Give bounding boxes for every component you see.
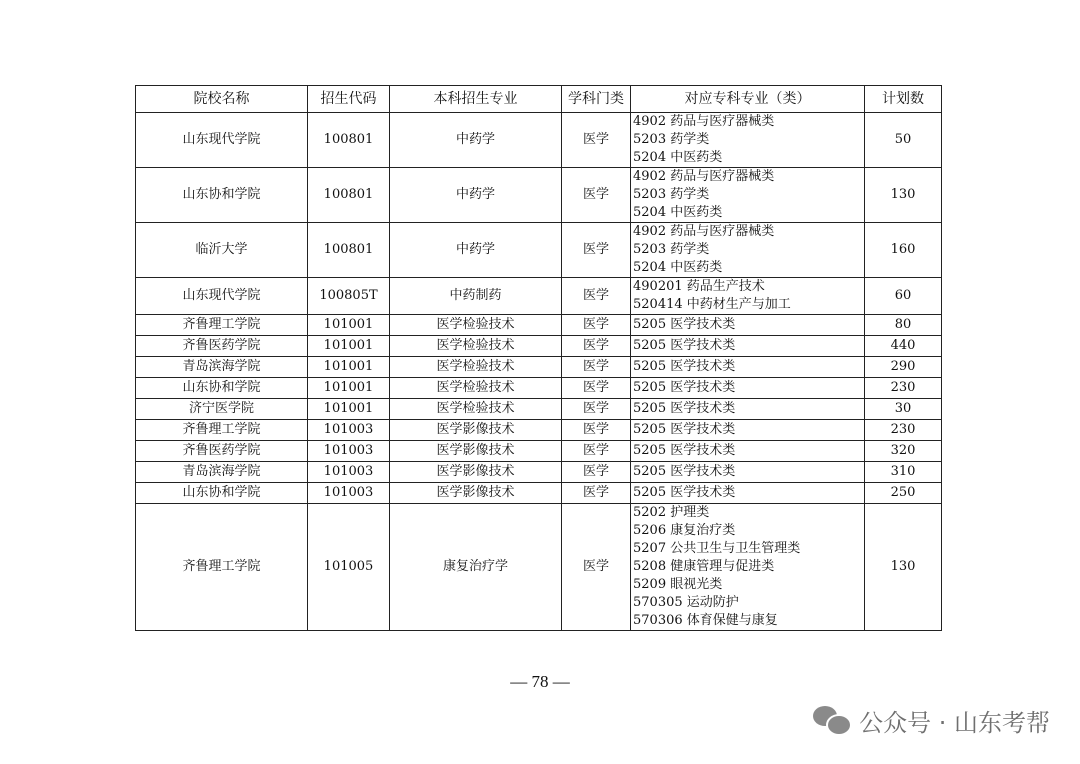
cell-code: 100801: [308, 113, 390, 168]
college-major-item: 5203 药学类: [633, 187, 710, 202]
table-row: [136, 441, 942, 462]
college-major-item: 5207 公共卫生与卫生管理类: [633, 541, 801, 556]
cell-major: 医学检验技术: [390, 336, 562, 357]
cell-major: 医学影像技术: [390, 483, 562, 504]
cell-college-majors: [631, 168, 865, 223]
cell-school: 齐鲁医药学院: [136, 336, 308, 357]
table-row: [136, 420, 942, 441]
cell-category: 医学: [562, 336, 631, 357]
cell-plan: 320: [865, 441, 942, 462]
cell-major: 中药学: [390, 168, 562, 223]
cell-college-majors: [631, 378, 865, 399]
table-body: [136, 113, 942, 631]
cell-code: 101001: [308, 336, 390, 357]
cell-category: 医学: [562, 168, 631, 223]
header-college-majors: 对应专科专业（类）: [631, 86, 865, 113]
header-major: 本科招生专业: [390, 86, 562, 113]
cell-code: 101001: [308, 357, 390, 378]
cell-college-majors: [631, 315, 865, 336]
cell-school: 临沂大学: [136, 223, 308, 278]
cell-school: 山东现代学院: [136, 278, 308, 315]
cell-college-majors: [631, 113, 865, 168]
cell-major: 医学检验技术: [390, 399, 562, 420]
cell-plan: 440: [865, 336, 942, 357]
header-code: 招生代码: [308, 86, 390, 113]
cell-college-majors: [631, 483, 865, 504]
college-major-item: 4902 药品与医疗器械类: [633, 114, 775, 129]
cell-code: 100801: [308, 223, 390, 278]
cell-plan: 290: [865, 357, 942, 378]
cell-code: 101005: [308, 504, 390, 631]
college-major-item: 5203 药学类: [633, 242, 710, 257]
cell-college-majors: [631, 441, 865, 462]
college-major-item: 490201 药品生产技术: [633, 279, 765, 294]
cell-code: 101003: [308, 483, 390, 504]
cell-major: 医学检验技术: [390, 378, 562, 399]
cell-school: 齐鲁理工学院: [136, 315, 308, 336]
cell-school: 齐鲁理工学院: [136, 504, 308, 631]
college-major-item: 5205 医学技术类: [633, 338, 736, 353]
college-major-item: 5209 眼视光类: [633, 577, 723, 592]
table-row: [136, 168, 942, 223]
college-major-item: 5202 护理类: [633, 505, 710, 520]
cell-college-majors: [631, 420, 865, 441]
cell-plan: 80: [865, 315, 942, 336]
cell-school: 齐鲁医药学院: [136, 441, 308, 462]
cell-major: 中药制药: [390, 278, 562, 315]
college-major-item: 570306 体育保健与康复: [633, 613, 778, 628]
college-major-item: 5205 医学技术类: [633, 380, 736, 395]
college-major-item: 4902 药品与医疗器械类: [633, 224, 775, 239]
table-row: [136, 223, 942, 278]
cell-plan: 160: [865, 223, 942, 278]
cell-school: 山东现代学院: [136, 113, 308, 168]
table-row: [136, 315, 942, 336]
cell-major: 医学影像技术: [390, 420, 562, 441]
cell-college-majors: [631, 223, 865, 278]
cell-plan: 60: [865, 278, 942, 315]
cell-plan: 130: [865, 168, 942, 223]
cell-major: 中药学: [390, 113, 562, 168]
admission-plan-table: [135, 85, 942, 631]
college-major-item: 5205 医学技术类: [633, 464, 736, 479]
cell-college-majors: [631, 462, 865, 483]
cell-plan: 310: [865, 462, 942, 483]
cell-category: 医学: [562, 441, 631, 462]
college-major-item: 5204 中医药类: [633, 260, 723, 275]
cell-school: 山东协和学院: [136, 483, 308, 504]
table-header-row: [136, 86, 942, 113]
cell-code: 101001: [308, 399, 390, 420]
college-major-item: 5205 医学技术类: [633, 401, 736, 416]
college-major-item: 570305 运动防护: [633, 595, 739, 610]
header-category: 学科门类: [562, 86, 631, 113]
cell-code: 101003: [308, 462, 390, 483]
cell-category: 医学: [562, 504, 631, 631]
cell-plan: 130: [865, 504, 942, 631]
cell-category: 医学: [562, 483, 631, 504]
table-row: [136, 378, 942, 399]
page-number: — 78 —: [510, 672, 570, 691]
college-major-item: 4902 药品与医疗器械类: [633, 169, 775, 184]
cell-college-majors: [631, 399, 865, 420]
cell-college-majors: [631, 504, 865, 631]
college-major-item: 5204 中医药类: [633, 205, 723, 220]
college-major-item: 5205 医学技术类: [633, 485, 736, 500]
cell-code: 100805T: [308, 278, 390, 315]
college-major-item: 5205 医学技术类: [633, 422, 736, 437]
table-row: [136, 483, 942, 504]
cell-major: 康复治疗学: [390, 504, 562, 631]
wechat-icon: [813, 704, 851, 736]
cell-category: 医学: [562, 315, 631, 336]
cell-plan: 30: [865, 399, 942, 420]
cell-school: 山东协和学院: [136, 168, 308, 223]
cell-school: 青岛滨海学院: [136, 357, 308, 378]
cell-major: 医学影像技术: [390, 462, 562, 483]
table-row: [136, 336, 942, 357]
cell-category: 医学: [562, 113, 631, 168]
college-major-item: 5205 医学技术类: [633, 443, 736, 458]
cell-college-majors: [631, 336, 865, 357]
cell-plan: 50: [865, 113, 942, 168]
cell-major: 中药学: [390, 223, 562, 278]
college-major-item: 520414 中药材生产与加工: [633, 297, 791, 312]
header-plan: 计划数: [865, 86, 942, 113]
cell-code: 101003: [308, 420, 390, 441]
cell-plan: 230: [865, 420, 942, 441]
cell-major: 医学检验技术: [390, 315, 562, 336]
cell-school: 济宁医学院: [136, 399, 308, 420]
cell-major: 医学检验技术: [390, 357, 562, 378]
watermark: [813, 700, 1050, 740]
cell-school: 齐鲁理工学院: [136, 420, 308, 441]
college-major-item: 5208 健康管理与促进类: [633, 559, 775, 574]
table-row: [136, 462, 942, 483]
cell-code: 100801: [308, 168, 390, 223]
table-row: [136, 357, 942, 378]
cell-category: 医学: [562, 462, 631, 483]
college-major-item: 5206 康复治疗类: [633, 523, 736, 538]
cell-college-majors: [631, 357, 865, 378]
cell-category: 医学: [562, 278, 631, 315]
cell-category: 医学: [562, 399, 631, 420]
table-row: [136, 504, 942, 631]
cell-major: 医学影像技术: [390, 441, 562, 462]
college-major-item: 5203 药学类: [633, 132, 710, 147]
college-major-item: 5205 医学技术类: [633, 317, 736, 332]
cell-school: 山东协和学院: [136, 378, 308, 399]
table-row: [136, 278, 942, 315]
watermark-text: 公众号 · 山东考帮: [859, 708, 1050, 737]
college-major-item: 5205 医学技术类: [633, 359, 736, 374]
cell-category: 医学: [562, 357, 631, 378]
cell-category: 医学: [562, 223, 631, 278]
cell-code: 101001: [308, 315, 390, 336]
college-major-item: 5204 中医药类: [633, 150, 723, 165]
cell-code: 101003: [308, 441, 390, 462]
cell-plan: 250: [865, 483, 942, 504]
cell-college-majors: [631, 278, 865, 315]
cell-school: 青岛滨海学院: [136, 462, 308, 483]
header-school: 院校名称: [136, 86, 308, 113]
cell-category: 医学: [562, 378, 631, 399]
cell-code: 101001: [308, 378, 390, 399]
table-row: [136, 113, 942, 168]
table-row: [136, 399, 942, 420]
cell-category: 医学: [562, 420, 631, 441]
cell-plan: 230: [865, 378, 942, 399]
